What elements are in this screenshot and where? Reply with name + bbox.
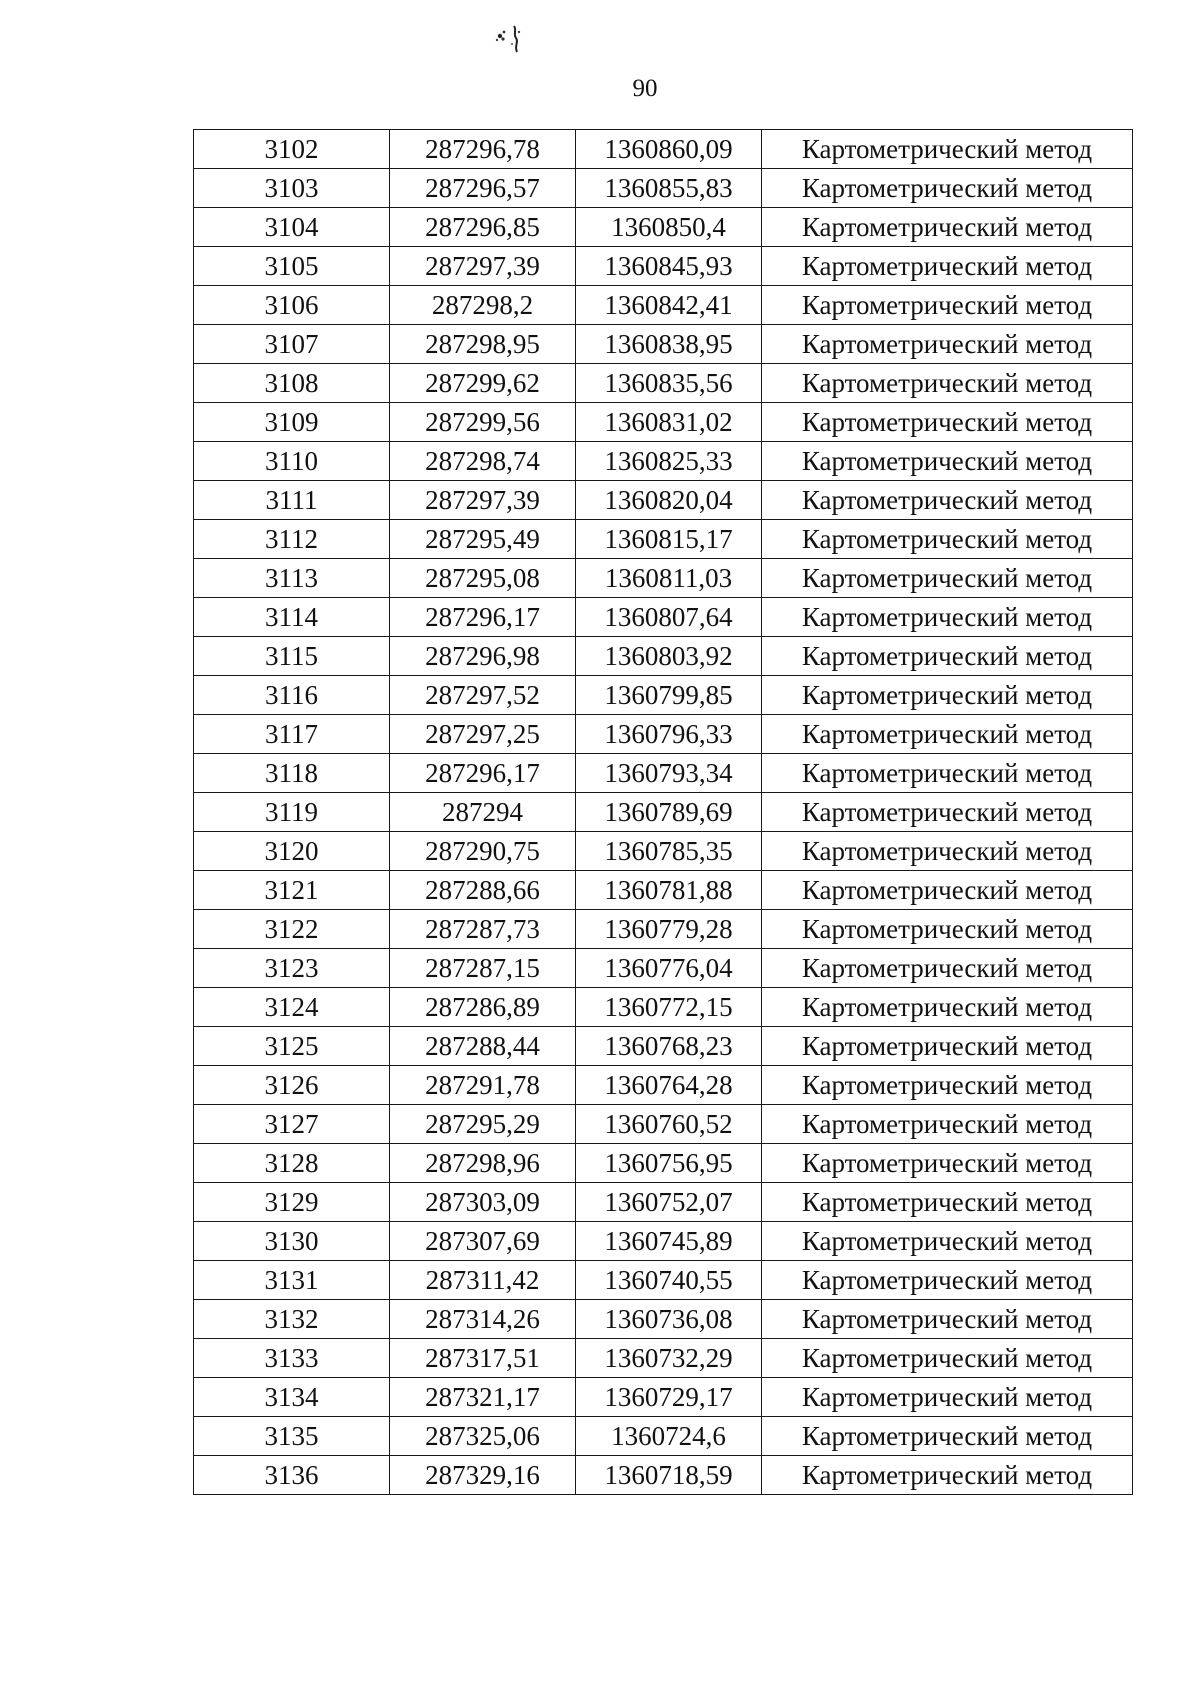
x-coordinate-cell: 287299,56 [390,403,576,442]
method-cell: Картометрический метод [762,247,1133,286]
method-cell: Картометрический метод [762,1105,1133,1144]
method-cell: Картометрический метод [762,1378,1133,1417]
x-coordinate-cell: 287311,42 [390,1261,576,1300]
y-coordinate-cell: 1360760,52 [576,1105,762,1144]
y-coordinate-cell: 1360793,34 [576,754,762,793]
y-coordinate-cell: 1360811,03 [576,559,762,598]
point-number-cell: 3111 [194,481,390,520]
table-row [194,325,1133,364]
y-coordinate-cell: 1360820,04 [576,481,762,520]
x-coordinate-cell: 287321,17 [390,1378,576,1417]
x-coordinate-cell: 287294 [390,793,576,832]
y-coordinate-cell: 1360768,23 [576,1027,762,1066]
y-coordinate-cell: 1360745,89 [576,1222,762,1261]
method-cell: Картометрический метод [762,1456,1133,1495]
point-number-cell: 3108 [194,364,390,403]
table-row [194,949,1133,988]
method-cell: Картометрический метод [762,1339,1133,1378]
x-coordinate-cell: 287299,62 [390,364,576,403]
point-number-cell: 3112 [194,520,390,559]
point-number-cell: 3115 [194,637,390,676]
y-coordinate-cell: 1360772,15 [576,988,762,1027]
table-row [194,1105,1133,1144]
y-coordinate-cell: 1360785,35 [576,832,762,871]
table-row [194,364,1133,403]
method-cell: Картометрический метод [762,130,1133,169]
x-coordinate-cell: 287295,29 [390,1105,576,1144]
y-coordinate-cell: 1360752,07 [576,1183,762,1222]
y-coordinate-cell: 1360732,29 [576,1339,762,1378]
x-coordinate-cell: 287287,15 [390,949,576,988]
x-coordinate-cell: 287297,39 [390,481,576,520]
table-row [194,1300,1133,1339]
method-cell: Картометрический метод [762,1222,1133,1261]
y-coordinate-cell: 1360781,88 [576,871,762,910]
x-coordinate-cell: 287296,57 [390,169,576,208]
table-row [194,559,1133,598]
method-cell: Картометрический метод [762,637,1133,676]
y-coordinate-cell: 1360756,95 [576,1144,762,1183]
method-cell: Картометрический метод [762,481,1133,520]
y-coordinate-cell: 1360815,17 [576,520,762,559]
y-coordinate-cell: 1360729,17 [576,1378,762,1417]
point-number-cell: 3113 [194,559,390,598]
page-number: 90 [632,75,658,102]
table-row [194,403,1133,442]
table-row [194,481,1133,520]
method-cell: Картометрический метод [762,1027,1133,1066]
x-coordinate-cell: 287317,51 [390,1339,576,1378]
method-cell: Картометрический метод [762,403,1133,442]
point-number-cell: 3109 [194,403,390,442]
table-row [194,286,1133,325]
point-number-cell: 3125 [194,1027,390,1066]
ink-stamp-mark-icon [492,22,532,58]
x-coordinate-cell: 287291,78 [390,1066,576,1105]
point-number-cell: 3127 [194,1105,390,1144]
table-row [194,598,1133,637]
y-coordinate-cell: 1360838,95 [576,325,762,364]
y-coordinate-cell: 1360825,33 [576,442,762,481]
table-row [194,442,1133,481]
table-row [194,1378,1133,1417]
table-row [194,754,1133,793]
y-coordinate-cell: 1360803,92 [576,637,762,676]
method-cell: Картометрический метод [762,1417,1133,1456]
table-row [194,871,1133,910]
method-cell: Картометрический метод [762,559,1133,598]
point-number-cell: 3134 [194,1378,390,1417]
method-cell: Картометрический метод [762,208,1133,247]
x-coordinate-cell: 287295,49 [390,520,576,559]
method-cell: Картометрический метод [762,364,1133,403]
method-cell: Картометрический метод [762,598,1133,637]
table-row [194,793,1133,832]
x-coordinate-cell: 287296,17 [390,754,576,793]
point-number-cell: 3123 [194,949,390,988]
point-number-cell: 3102 [194,130,390,169]
x-coordinate-cell: 287295,08 [390,559,576,598]
point-number-cell: 3131 [194,1261,390,1300]
x-coordinate-cell: 287296,17 [390,598,576,637]
table-row [194,1222,1133,1261]
y-coordinate-cell: 1360718,59 [576,1456,762,1495]
table-row [194,676,1133,715]
point-number-cell: 3135 [194,1417,390,1456]
method-cell: Картометрический метод [762,442,1133,481]
point-number-cell: 3118 [194,754,390,793]
table-row [194,1261,1133,1300]
method-cell: Картометрический метод [762,1261,1133,1300]
table-row [194,1456,1133,1495]
y-coordinate-cell: 1360807,64 [576,598,762,637]
point-number-cell: 3121 [194,871,390,910]
point-number-cell: 3114 [194,598,390,637]
method-cell: Картометрический метод [762,949,1133,988]
table-row [194,169,1133,208]
table-row [194,988,1133,1027]
x-coordinate-cell: 287286,89 [390,988,576,1027]
table-row [194,1144,1133,1183]
x-coordinate-cell: 287288,44 [390,1027,576,1066]
x-coordinate-cell: 287298,74 [390,442,576,481]
method-cell: Картометрический метод [762,910,1133,949]
y-coordinate-cell: 1360796,33 [576,715,762,754]
point-number-cell: 3105 [194,247,390,286]
point-number-cell: 3116 [194,676,390,715]
x-coordinate-cell: 287296,98 [390,637,576,676]
point-number-cell: 3136 [194,1456,390,1495]
x-coordinate-cell: 287298,95 [390,325,576,364]
method-cell: Картометрический метод [762,1066,1133,1105]
y-coordinate-cell: 1360860,09 [576,130,762,169]
x-coordinate-cell: 287298,96 [390,1144,576,1183]
method-cell: Картометрический метод [762,754,1133,793]
x-coordinate-cell: 287329,16 [390,1456,576,1495]
point-number-cell: 3103 [194,169,390,208]
x-coordinate-cell: 287307,69 [390,1222,576,1261]
table-row [194,637,1133,676]
table-row [194,1066,1133,1105]
table-row [194,1027,1133,1066]
method-cell: Картометрический метод [762,676,1133,715]
y-coordinate-cell: 1360724,6 [576,1417,762,1456]
point-number-cell: 3130 [194,1222,390,1261]
table-row [194,1183,1133,1222]
point-number-cell: 3120 [194,832,390,871]
table-row [194,130,1133,169]
point-number-cell: 3128 [194,1144,390,1183]
method-cell: Картометрический метод [762,988,1133,1027]
table-row [194,910,1133,949]
x-coordinate-cell: 287325,06 [390,1417,576,1456]
method-cell: Картометрический метод [762,1183,1133,1222]
y-coordinate-cell: 1360740,55 [576,1261,762,1300]
point-number-cell: 3106 [194,286,390,325]
point-number-cell: 3126 [194,1066,390,1105]
method-cell: Картометрический метод [762,286,1133,325]
point-number-cell: 3107 [194,325,390,364]
y-coordinate-cell: 1360779,28 [576,910,762,949]
method-cell: Картометрический метод [762,520,1133,559]
y-coordinate-cell: 1360842,41 [576,286,762,325]
table-row [194,1417,1133,1456]
point-number-cell: 3117 [194,715,390,754]
coordinates-table [193,129,1133,1495]
y-coordinate-cell: 1360831,02 [576,403,762,442]
coordinates-table-body [194,130,1133,1495]
table-row [194,520,1133,559]
point-number-cell: 3132 [194,1300,390,1339]
x-coordinate-cell: 287297,25 [390,715,576,754]
y-coordinate-cell: 1360855,83 [576,169,762,208]
table-row [194,715,1133,754]
y-coordinate-cell: 1360835,56 [576,364,762,403]
y-coordinate-cell: 1360776,04 [576,949,762,988]
method-cell: Картометрический метод [762,871,1133,910]
x-coordinate-cell: 287297,39 [390,247,576,286]
x-coordinate-cell: 287296,78 [390,130,576,169]
y-coordinate-cell: 1360850,4 [576,208,762,247]
method-cell: Картометрический метод [762,169,1133,208]
x-coordinate-cell: 287297,52 [390,676,576,715]
point-number-cell: 3110 [194,442,390,481]
table-row [194,208,1133,247]
table-row [194,247,1133,286]
point-number-cell: 3129 [194,1183,390,1222]
x-coordinate-cell: 287296,85 [390,208,576,247]
x-coordinate-cell: 287314,26 [390,1300,576,1339]
method-cell: Картометрический метод [762,1144,1133,1183]
method-cell: Картометрический метод [762,715,1133,754]
method-cell: Картометрический метод [762,325,1133,364]
method-cell: Картометрический метод [762,1300,1133,1339]
method-cell: Картометрический метод [762,793,1133,832]
point-number-cell: 3124 [194,988,390,1027]
table-row [194,832,1133,871]
point-number-cell: 3119 [194,793,390,832]
y-coordinate-cell: 1360736,08 [576,1300,762,1339]
y-coordinate-cell: 1360845,93 [576,247,762,286]
y-coordinate-cell: 1360799,85 [576,676,762,715]
x-coordinate-cell: 287288,66 [390,871,576,910]
point-number-cell: 3104 [194,208,390,247]
table-row [194,1339,1133,1378]
x-coordinate-cell: 287290,75 [390,832,576,871]
method-cell: Картометрический метод [762,832,1133,871]
y-coordinate-cell: 1360764,28 [576,1066,762,1105]
point-number-cell: 3122 [194,910,390,949]
point-number-cell: 3133 [194,1339,390,1378]
y-coordinate-cell: 1360789,69 [576,793,762,832]
x-coordinate-cell: 287303,09 [390,1183,576,1222]
x-coordinate-cell: 287287,73 [390,910,576,949]
x-coordinate-cell: 287298,2 [390,286,576,325]
